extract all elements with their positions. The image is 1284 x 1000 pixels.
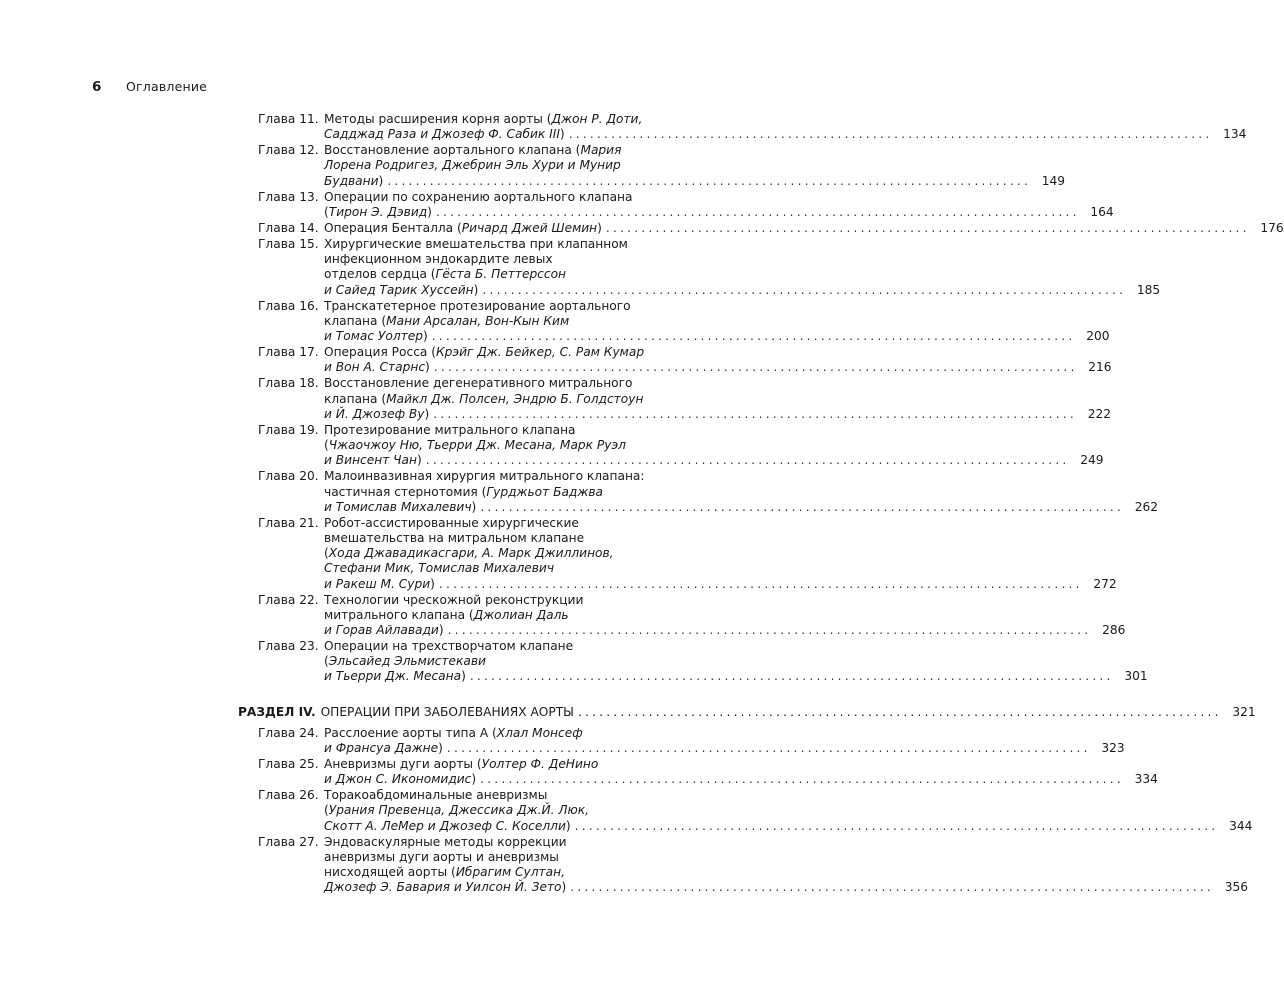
chapter-label: Глава 13. (258, 189, 319, 204)
dot-leader: ........................................................................................... (480, 772, 1124, 787)
entry-last-authors: и Винсент Чан (324, 453, 417, 468)
entry-last-authors: Садджад Раза и Джозеф Ф. Сабик III (324, 127, 560, 142)
page-number-ref: 323 (1101, 740, 1125, 755)
toc-entry[interactable] (0, 788, 1253, 834)
entry-line-text: Расслоение аорты типа А ( (324, 725, 497, 740)
entry-body (324, 237, 1161, 298)
entry-last-text (324, 741, 443, 756)
entry-line-text: Операции по сохранению аортального клапана (324, 189, 633, 204)
entry-line-text: инфекционном эндокардите левых (324, 252, 553, 267)
entry-last-text (324, 772, 476, 787)
entry-last-text (324, 819, 571, 834)
entry-line (324, 438, 722, 453)
entry-line (324, 237, 722, 252)
chapter-label: Глава 18. (258, 376, 319, 391)
entry-last-line (324, 622, 1126, 638)
entry-last-text-end: ) (471, 499, 477, 514)
entry-line (324, 158, 722, 173)
entry-last-authors: Джозеф Э. Бавария и Уилсон Й. Зето (324, 880, 562, 895)
chapter-label: Глава 26. (258, 788, 319, 803)
entry-line (324, 314, 722, 329)
entry-line-text: Робот-ассистированные хирургические (324, 515, 579, 530)
chapter-label: Глава 27. (258, 834, 319, 849)
entry-last-text (324, 205, 432, 220)
entry-last-line (324, 360, 1112, 375)
toc-group-chapters-24-27 (0, 725, 1253, 896)
entry-line (324, 788, 722, 803)
entry-line-authors: Чжаочжоу Ню, Тьерри Дж. Месана, Марк Руэл (328, 438, 626, 453)
entry-last-authors: и Вон А. Старнс (324, 360, 426, 375)
entry-body (324, 788, 1253, 834)
chapter-label: Глава 21. (258, 515, 319, 530)
running-head (92, 79, 207, 99)
page-number: 6 (92, 79, 102, 95)
entry-line-authors: Урания Превенца, Джессика Дж.Й. Люк, (328, 803, 589, 818)
entry-last-authors: и Ракеш М. Сури (324, 576, 431, 591)
entry-line (324, 143, 722, 158)
entry-body (324, 834, 1249, 896)
entry-last-authors: и Й. Джозеф Ву (324, 406, 425, 421)
section-label: РАЗДЕЛ IV. (238, 704, 316, 719)
chapter-label: Глава 20. (258, 469, 319, 484)
entry-last-text (324, 221, 602, 236)
entry-line-authors: Эльсайед Эльмистекави (328, 654, 486, 669)
section-page-number: 321 (1232, 704, 1256, 719)
entry-line-text: Восстановление аортального клапана ( (324, 143, 581, 158)
page-number-ref: 185 (1136, 282, 1161, 297)
toc-entry[interactable] (0, 515, 1117, 592)
toc-entry[interactable] (0, 345, 1112, 375)
entry-body (324, 639, 1148, 685)
entry-line (324, 561, 722, 576)
entry-line (324, 608, 722, 623)
entry-line-authors: Уолтер Ф. ДеНино (481, 756, 599, 771)
entry-last-line (324, 669, 1148, 684)
page-number-ref: 262 (1134, 499, 1159, 514)
page-number-ref: 356 (1224, 880, 1249, 895)
entry-line (324, 803, 722, 818)
toc-entry[interactable] (0, 220, 1284, 236)
entry-body (324, 756, 1158, 787)
entry-line-authors: Хода Джавадикасгари, А. Марк Джиллинов, (328, 546, 614, 561)
entry-line-text: аневризмы дуги аорты и аневризмы (324, 849, 559, 864)
entry-last-text: Операция Бенталла ( (324, 220, 462, 235)
entry-last-text (324, 453, 422, 468)
entry-last-text (324, 127, 565, 142)
entry-body (324, 469, 1159, 515)
entry-last-text-end: ) (427, 204, 432, 219)
page-number-ref: 176 (1260, 220, 1284, 235)
entry-last-line (324, 204, 1114, 220)
entry-line (324, 639, 722, 654)
entry-last-text (324, 577, 435, 592)
entry-last-text (324, 174, 383, 189)
entry-line-text: Методы расширения корня аорты ( (324, 112, 552, 126)
entry-body (324, 422, 1104, 469)
toc-entry[interactable] (0, 298, 1110, 345)
entry-body (324, 376, 1111, 422)
entry-line-authors: Майкл Дж. Полсен, Эндрю Б. Голдстоун (386, 391, 644, 406)
entry-body (324, 220, 1284, 236)
dot-leader: ........................................................................................... (435, 204, 1080, 219)
toc-entry[interactable] (0, 189, 1114, 220)
entry-line-authors: Стефани Мик, Томислав Михалевич (324, 561, 555, 576)
table-of-contents (0, 112, 1284, 896)
entry-line (324, 654, 722, 669)
toc-entry[interactable] (0, 592, 1126, 639)
entry-last-text-end: ) (416, 453, 422, 468)
dot-leader: ........................................................................................... (431, 329, 1076, 344)
page-number-ref: 344 (1229, 818, 1253, 833)
entry-last-line (324, 576, 1117, 592)
entry-line (324, 546, 722, 561)
page-number-ref: 301 (1124, 669, 1148, 684)
page-number-ref: 334 (1134, 772, 1158, 787)
dot-leader: ........................................................................................... (577, 704, 1222, 719)
entry-line (324, 112, 722, 127)
entry-line-text: Аневризмы дуги аорты ( (324, 756, 482, 771)
entry-last-authors: Ричард Джей Шемин (461, 220, 598, 235)
toc-entry[interactable] (0, 756, 1158, 787)
dot-leader: ........................................................................................... (482, 282, 1127, 297)
entry-line-text: ( (324, 438, 329, 453)
entry-line-authors: Ибрагим Султан, (455, 864, 565, 879)
entry-line-authors: Хлал Монсеф (496, 725, 583, 740)
toc-entry[interactable] (0, 469, 1159, 515)
entry-last-authors: и Горав Айлавади (324, 622, 439, 637)
page-number-ref: 134 (1223, 127, 1247, 142)
chapter-label: Глава 17. (258, 345, 319, 360)
entry-last-text-end: ) (425, 360, 430, 375)
dot-leader: ........................................................................................... (568, 127, 1213, 142)
entry-last-text-end: ) (422, 329, 428, 344)
entry-last-text (324, 283, 478, 298)
entry-last-text-end: ) (438, 622, 444, 637)
dot-leader: ........................................................................................... (447, 622, 1092, 637)
entry-line-text: Операции на трехстворчатом клапане (324, 639, 574, 654)
entry-line-text: Эндоваскулярные методы коррекции (324, 834, 567, 849)
entry-line-authors: Мария (580, 143, 622, 158)
entry-last-text (324, 669, 466, 684)
entry-line-authors: Гёста Б. Петтерссон (435, 267, 567, 282)
entry-line-authors: Джолиан Даль (473, 607, 569, 622)
entry-last-line (324, 772, 1158, 787)
entry-line (324, 531, 722, 546)
entry-last-authors: и Тьерри Дж. Месана (324, 669, 462, 684)
dot-leader: ........................................................................................... (387, 173, 1032, 188)
page-number-ref: 149 (1041, 173, 1066, 188)
page-number-ref: 286 (1102, 622, 1126, 637)
page-number-ref: 222 (1087, 406, 1111, 421)
chapter-label: Глава 22. (258, 592, 319, 607)
entry-body (324, 515, 1117, 592)
chapter-label: Глава 25. (258, 756, 319, 771)
entry-line-text: ( (324, 546, 329, 561)
entry-last-line (324, 880, 1249, 895)
chapter-label: Глава 24. (258, 725, 319, 740)
entry-line-text: митрального клапана ( (324, 607, 474, 622)
entry-line-text: Торакоабдоминальные аневризмы (324, 788, 548, 803)
toc-entry[interactable] (0, 237, 1161, 298)
dot-leader: ........................................................................................... (574, 818, 1219, 833)
entry-last-authors: Скотт А. ЛеМер и Джозеф С. Коселли (324, 818, 566, 833)
page-title: Оглавление (125, 79, 208, 94)
entry-line (324, 757, 722, 772)
entry-last-line (324, 282, 1161, 298)
entry-last-text-end: ) (473, 282, 479, 297)
entry-last-text-end: ) (597, 220, 602, 235)
entry-last-line (324, 220, 1284, 236)
entry-last-line (324, 406, 1111, 422)
entry-last-text (324, 880, 566, 895)
chapter-label: Глава 16. (258, 298, 319, 313)
entry-line-authors: Крэйг Дж. Бейкер, С. Рам Кумар (436, 345, 645, 360)
entry-line-text: Транскатетерное протезирование аортального (324, 298, 631, 313)
entry-last-text-end: ) (424, 406, 430, 421)
entry-body (324, 298, 1110, 345)
page-number-ref: 249 (1080, 453, 1104, 468)
entry-line-text: Малоинвазивная хирургия митрального клапана: (324, 469, 645, 484)
entry-line-text: Технологии чрескожной реконструкции (324, 592, 584, 607)
entry-line-text: ( (324, 654, 329, 669)
entry-body (324, 592, 1126, 639)
page-number-ref: 164 (1090, 204, 1114, 219)
page-number-ref: 200 (1086, 329, 1110, 344)
entry-body (324, 725, 1125, 756)
entry-line-authors: Джон Р. Доти, (551, 112, 643, 126)
chapter-label: Глава 12. (258, 143, 319, 158)
chapter-label: Глава 19. (258, 422, 319, 437)
entry-line (324, 835, 722, 850)
entry-line (324, 376, 722, 391)
entry-line (324, 469, 722, 484)
entry-last-authors: и Джон С. Икономидис (324, 772, 472, 787)
entry-body (324, 143, 1066, 189)
entry-line-authors: Лорена Родригез, Джебрин Эль Хури и Мунир (324, 158, 621, 173)
entry-line-text: клапана ( (324, 391, 387, 406)
entry-last-authors: и Сайед Тарик Хуссейн (324, 282, 474, 297)
toc-entry[interactable] (0, 376, 1111, 422)
dot-leader: ........................................................................................... (438, 576, 1083, 591)
toc-entry[interactable] (0, 639, 1148, 685)
dot-leader: ........................................................................................... (446, 740, 1091, 755)
entry-last-text-end: ) (561, 880, 567, 895)
entry-last-authors: и Томислав Михалевич (324, 499, 472, 514)
entry-line (324, 423, 722, 438)
entry-last-line (324, 173, 1066, 189)
page-number-ref: 216 (1088, 360, 1112, 375)
dot-leader: ........................................................................................... (425, 453, 1070, 468)
entry-last-text-end: ) (438, 740, 443, 755)
chapter-label: Глава 11. (258, 112, 319, 126)
entry-last-text: ( (324, 204, 329, 219)
entry-last-text (324, 360, 430, 375)
entry-line (324, 593, 722, 608)
entry-last-text (324, 500, 476, 515)
entry-line-text: клапана ( (324, 313, 387, 328)
entry-line (324, 485, 722, 500)
entry-last-text-end: ) (378, 173, 384, 188)
entry-last-text-end: ) (461, 669, 466, 684)
dot-leader: ........................................................................................... (605, 220, 1250, 235)
entry-line (324, 865, 722, 880)
dot-leader: ........................................................................................... (480, 499, 1125, 514)
entry-line-authors: Мани Арсалан, Вон-Кын Ким (386, 313, 570, 328)
entry-line (324, 345, 722, 360)
section-title: ОПЕРАЦИИ ПРИ ЗАБОЛЕВАНИЯХ АОРТЫ (320, 704, 574, 719)
entry-line-text: нисходящей аорты ( (324, 864, 456, 879)
entry-line-text: вмешательства на митральном клапане (324, 530, 585, 545)
toc-group-chapters-11-23 (0, 112, 1284, 685)
entry-body (324, 189, 1114, 220)
toc-entry[interactable] (0, 143, 1066, 189)
dot-leader: ........................................................................................... (433, 406, 1077, 421)
entry-line (324, 850, 722, 865)
entry-line-text: ( (324, 803, 329, 818)
entry-last-text-end: ) (565, 818, 571, 833)
chapter-label: Глава 14. (258, 220, 319, 235)
entry-last-authors: и Франсуа Дажне (324, 740, 439, 755)
entry-line (324, 252, 722, 267)
entry-last-authors: Будвани (324, 173, 379, 188)
entry-last-line (324, 818, 1253, 834)
entry-line-authors: Гурджьот Баджва (486, 484, 603, 499)
entry-body (324, 345, 1112, 375)
entry-line-text: частичная стернотомия ( (324, 484, 487, 499)
entry-last-line (324, 740, 1125, 756)
entry-last-text-end: ) (471, 772, 477, 787)
toc-entry[interactable] (0, 422, 1104, 469)
dot-leader: ........................................................................................... (570, 880, 1215, 895)
entry-last-text (324, 407, 429, 422)
entry-last-line (324, 329, 1110, 344)
entry-last-line (324, 453, 1104, 468)
entry-line (324, 267, 722, 282)
entry-last-line (324, 127, 1247, 142)
entry-line (324, 516, 722, 531)
entry-line-text: Восстановление дегенеративного митрального (324, 376, 633, 391)
entry-line (324, 299, 722, 314)
entry-line (324, 726, 722, 741)
entry-body (324, 112, 1247, 142)
entry-last-authors: и Томас Уолтер (324, 329, 423, 344)
entry-last-text (324, 329, 428, 344)
entry-last-text (324, 623, 444, 638)
entry-line-text: Операция Росса ( (324, 345, 436, 360)
dot-leader: ........................................................................................... (433, 360, 1078, 375)
section-heading[interactable] (0, 704, 1256, 720)
entry-last-text-end: ) (430, 576, 435, 591)
entry-line (324, 190, 722, 205)
chapter-label: Глава 23. (258, 639, 319, 654)
toc-entry[interactable] (0, 834, 1249, 896)
entry-line-text: Протезирование митрального клапана (324, 422, 576, 437)
entry-last-authors: Тирон Э. Дэвид (328, 204, 428, 219)
entry-line-text: Хирургические вмешательства при клапанном (324, 237, 628, 252)
dot-leader: ........................................................................................... (469, 669, 1114, 684)
entry-line-text: отделов сердца ( (324, 267, 436, 282)
toc-entry[interactable] (0, 725, 1125, 756)
toc-entry[interactable] (0, 112, 1247, 142)
entry-line (324, 392, 722, 407)
chapter-label: Глава 15. (258, 237, 319, 252)
page-number-ref: 272 (1093, 576, 1117, 591)
entry-last-text-end: ) (559, 127, 565, 142)
entry-last-line (324, 499, 1159, 515)
